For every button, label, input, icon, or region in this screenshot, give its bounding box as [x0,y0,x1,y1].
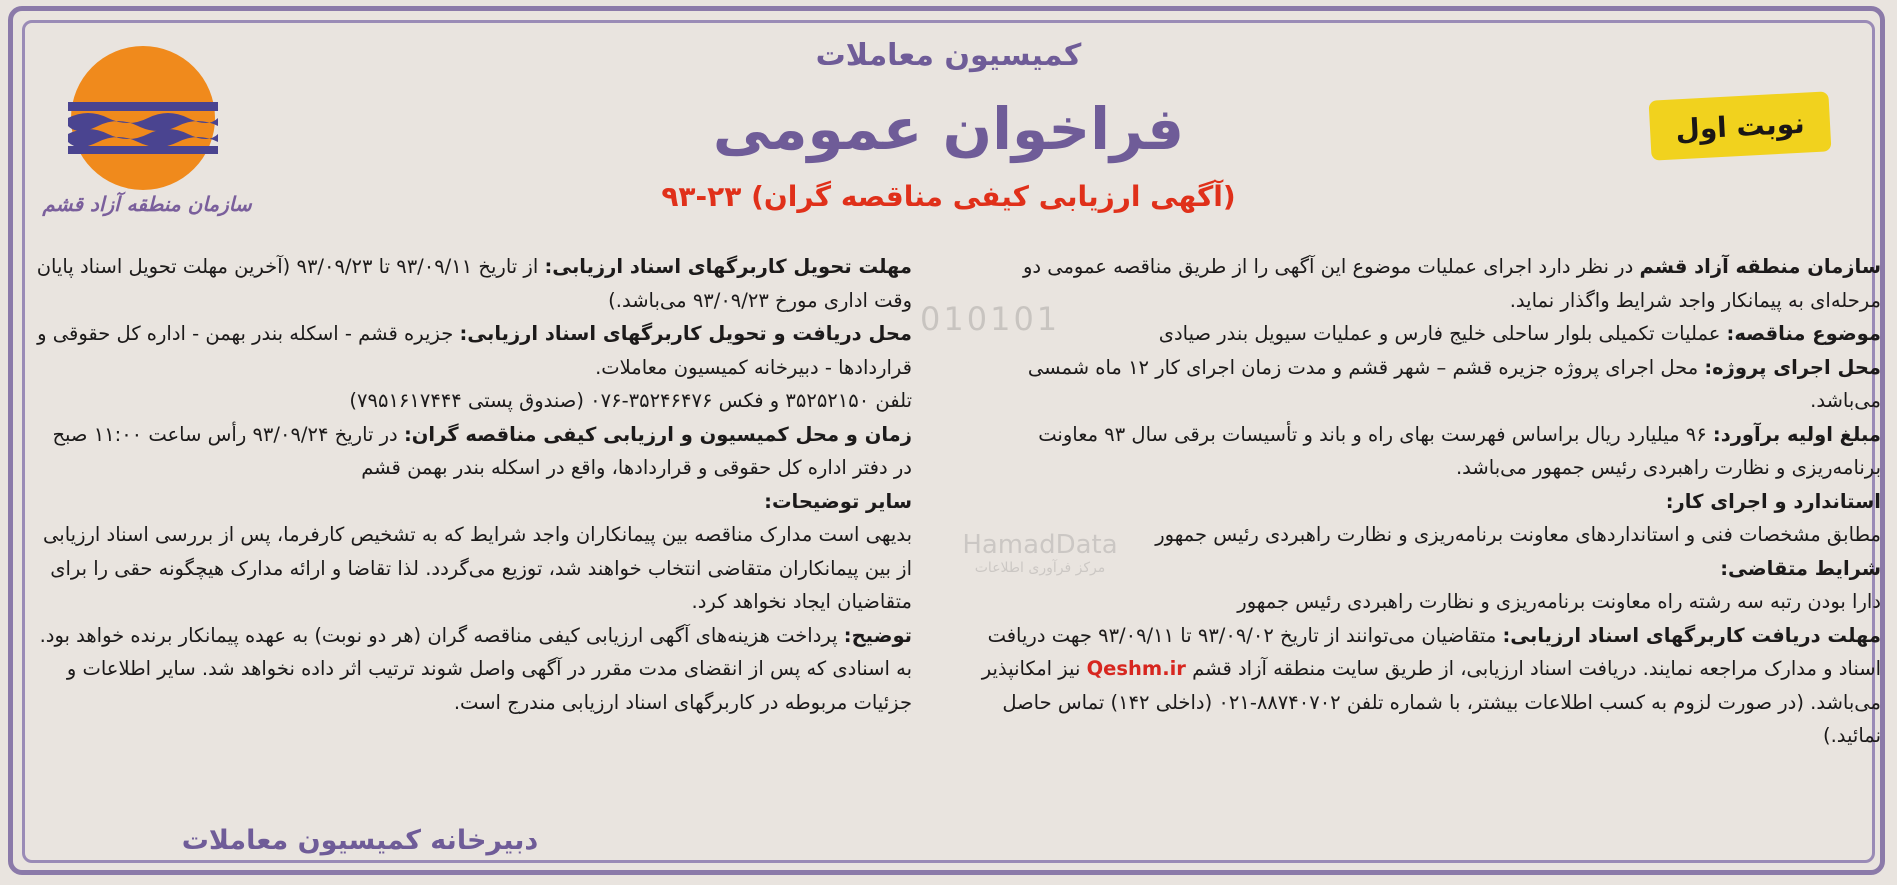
delivery-location-label: محل دریافت و تحویل کاربرگهای اسناد ارزیابی: [459,322,912,345]
right-column [976,250,1881,753]
delivery-location [32,317,912,384]
initial-estimate [976,418,1881,485]
receipt-deadline-text: متقاضیان می‌توانند از تاریخ ۹۳/۰۹/۰۲ تا ۹۳/۰۹/۱۱ جهت دریافت اسناد و مدارک مراجعه نمایند. دریافت اسناد ارزیابی، از طریق سایت منطقه آزاد قشم [987,623,1881,680]
intro-text: در نظر دارد اجرای عملیات موضوع این آگهی را از طریق مناقصه عمومی دو مرحله‌ای به پیمانکار واجد شرایط واگذار نماید. [1022,255,1881,312]
delivery-deadline-label: مهلت تحویل کاربرگهای اسناد ارزیابی: [544,255,912,278]
page-subtitle: (آگهی ارزیابی کیفی مناقصه گران) ۲۳-۹۳ [661,180,1236,213]
delivery-location-text: جزیره قشم - اسکله بندر بهمن - اداره کل حقوقی و قراردادها - دبیرخانه کمیسیون معاملات. [37,322,912,379]
project-location [976,351,1881,418]
commission-time-text: در تاریخ ۹۳/۰۹/۲۴ رأس ساعت ۱۱:۰۰ صبح در دفتر اداره کل حقوقی و قراردادها، واقع در اسکله بندر بهمن قشم [52,422,912,479]
tender-subject-label: موضوع مناقصه: [1726,322,1881,345]
committee-heading: کمیسیون معاملات [815,38,1082,73]
applicant-conditions-text: دارا بودن رتبه سه رشته راه معاونت برنامه‌ریزی و نظارت راهبردی رئیس جمهور [1237,590,1881,613]
receipt-contact-text: نیز امکانپذیر می‌باشد. (در صورت لزوم به کسب اطلاعات بیشتر، با شماره تلفن ۸۸۷۴۰۷۰۲-۰۲۱ (داخلی ۱۴۲) تماس حاصل نمائید.) [981,657,1881,747]
organization-name: سازمان منطقه آزاد قشم [1639,255,1881,278]
signature: دبیرخانه کمیسیون معاملات [181,825,539,856]
initial-estimate-label: مبلغ اولیه برآورد: [1712,422,1881,446]
first-notice-badge: نوبت اول [1649,91,1832,160]
explanation-label: توضیح: [843,623,912,647]
other-notes-text: بدیهی است مدارک مناقصه بین پیمانکاران واجد شرایط که به تشخیص کارفرما، پس از بررسی اسناد ارزیابی از بین پیمانکاران متقاضی انتخاب خواهند شد، توزیع می‌گردد. لذا تقاضا و ارائه مدارک هیچگونه حقی را برای متقاضیان ایجاد نخواهد کرد. [43,523,912,613]
left-column [32,250,912,719]
logo-caption: سازمان منطقه آزاد قشم [42,192,252,216]
tender-subject [976,317,1881,351]
project-location-label: محل اجرای پروژه: [1704,355,1881,379]
watermark-digits: 010101 [920,300,1061,338]
delivery-deadline-text: از تاریخ ۹۳/۰۹/۱۱ تا ۹۳/۰۹/۲۳ (آخرین مهلت تحویل اسناد پایان وقت اداری مورخ ۹۳/۰۹/۲۳ می‌باشد.) [36,255,912,312]
initial-estimate-text: ۹۶ میلیارد ریال براساس فهرست بهای راه و باند و تأسیسات برقی سال ۹۳ معاونت برنامه‌ریزی و نظارت راهبردی رئیس جمهور می‌باشد. [1038,422,1881,479]
commission-time [32,418,912,485]
tender-subject-text: عملیات تکمیلی بلوار ساحلی خلیج فارس و عملیات سیویل بندر صیادی [1158,322,1727,345]
watermark-line1: HamadData [962,530,1118,560]
other-notes-label: سایر توضیحات: [764,489,912,513]
document-receipt-deadline [976,619,1881,753]
applicant-conditions-label: شرایط متقاضی: [1720,556,1881,580]
explanation-text: پرداخت هزینه‌های آگهی ارزیابی کیفی مناقصه گران (هر دو نوبت) به عهده پیمانکار برنده خواهد بود. به اسنادی که پس از انقضای مدت مقرر در آگهی واصل شوند ترتیب اثر داده نخواهد شد. سایر اطلاعات و جزئیات مربوطه در کاربرگهای اسناد ارزیابی مندرج است. [39,623,912,714]
commission-time-label: زمان و محل کمیسیون و ارزیابی کیفی مناقصه گران: [403,422,912,446]
delivery-deadline [32,250,912,317]
page-title: فراخوان عمومی [712,95,1185,163]
watermark-line2: مرکز فرآوری اطلاعات [974,560,1106,576]
website-link[interactable]: Qeshm.ir [1086,657,1186,680]
standard-label: استاندارد و اجرای کار: [1665,489,1881,513]
intro-paragraph [976,250,1881,317]
project-location-text: محل اجرای پروژه جزیره قشم – شهر قشم و مدت زمان اجرای کار ۱۲ ماه شمسی می‌باشد. [1027,355,1881,412]
explanation [32,619,912,720]
contact-phone: تلفن ۳۵۲۵۲۱۵۰ و فکس ۳۵۲۴۶۴۷۶-۰۷۶ (صندوق پستی ۷۹۵۱۶۱۷۴۴۴) [349,389,912,412]
receipt-deadline-label: مهلت دریافت کاربرگهای اسناد ارزیابی: [1502,623,1881,647]
standard-text: مطابق مشخصات فنی و استانداردهای معاونت برنامه‌ریزی و نظارت راهبردی رئیس جمهور [1155,523,1881,546]
